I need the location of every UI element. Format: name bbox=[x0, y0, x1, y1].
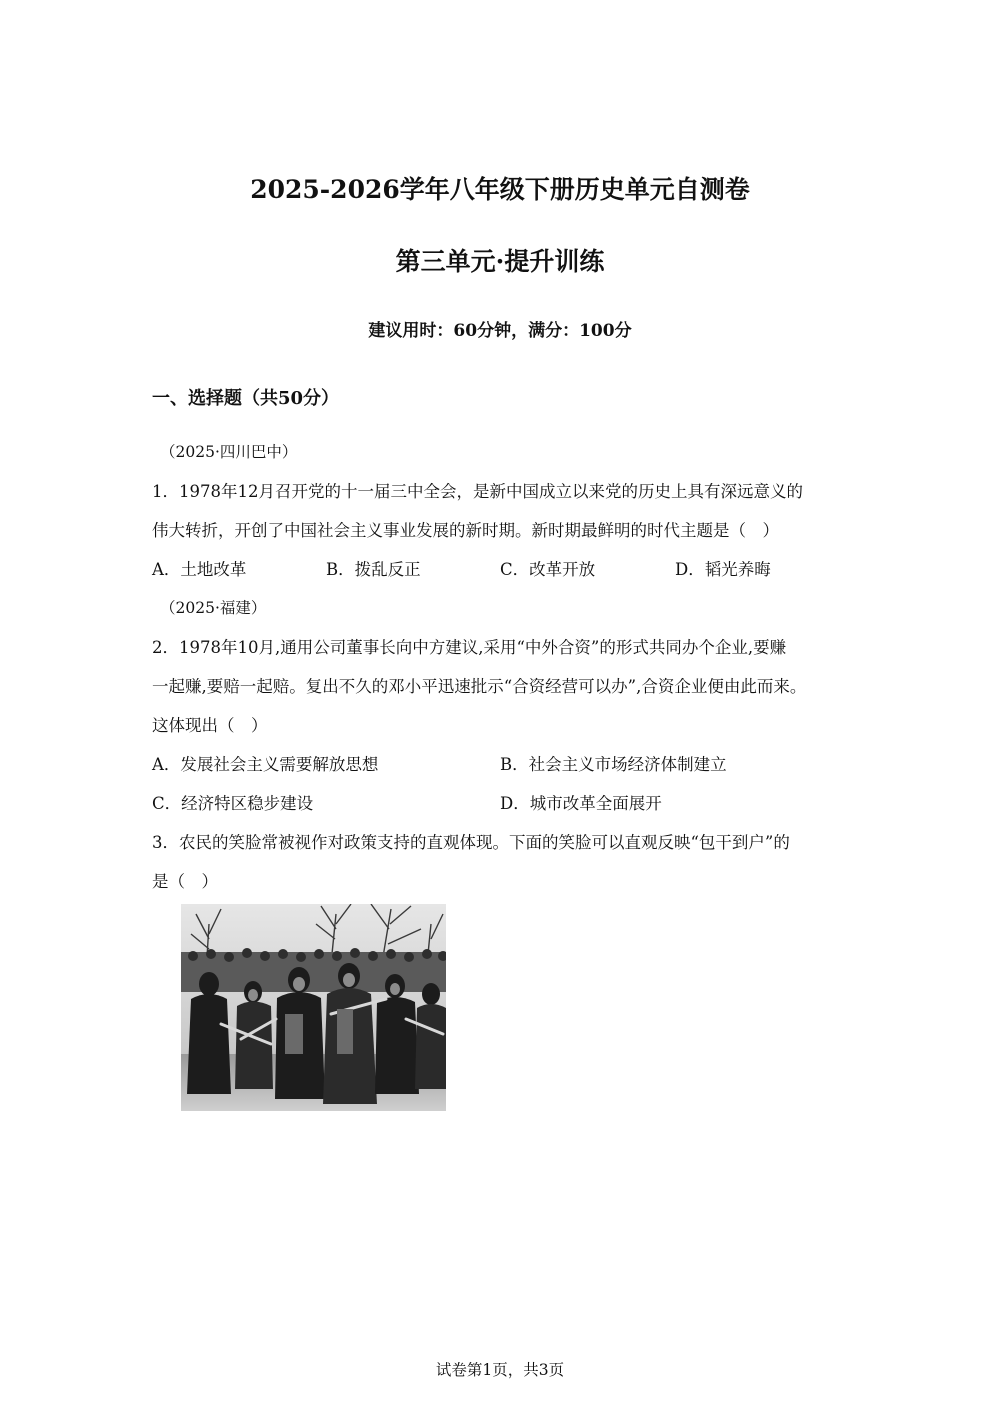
exam-subtitle: 第三单元·提升训练 bbox=[395, 247, 605, 276]
question-2-option-c: C．经济特区稳步建设 bbox=[152, 794, 314, 813]
question-1-line-2: 伟大转折，开创了中国社会主义事业发展的新时期。新时期最鲜明的时代主题是（ ） bbox=[152, 521, 779, 540]
exam-meta: 建议用时：60分钟，满分：100分 bbox=[368, 321, 632, 341]
exam-title: 2025-2026学年八年级下册历史单元自测卷 bbox=[250, 175, 750, 204]
question-3-photo bbox=[181, 904, 446, 1111]
crowd-photo-illustration bbox=[181, 904, 446, 1111]
question-2-option-a: A．发展社会主义需要解放思想 bbox=[152, 755, 379, 774]
question-1-source: （2025·四川巴中） bbox=[160, 443, 298, 461]
question-1-option-b: B．拨乱反正 bbox=[326, 560, 421, 579]
question-2-line-2: 一起赚,要赔一起赔。复出不久的邓小平迅速批示“合资经营可以办”,合资企业便由此而来。 bbox=[152, 677, 807, 696]
question-2-line-1: 2．1978年10月,通用公司董事长向中方建议,采用“中外合资”的形式共同办个企业,要赚 bbox=[152, 638, 787, 657]
question-1-option-c: C．改革开放 bbox=[500, 560, 596, 579]
page-footer: 试卷第1页，共3页 bbox=[435, 1361, 565, 1379]
question-2-line-3: 这体现出（ ） bbox=[152, 716, 268, 735]
question-1-option-d: D．韬光养晦 bbox=[675, 560, 771, 579]
question-2-source: （2025·福建） bbox=[160, 599, 267, 617]
question-1-line-1: 1．1978年12月召开党的十一届三中全会，是新中国成立以来党的历史上具有深远意义的 bbox=[152, 482, 803, 501]
question-1-option-a: A．土地改革 bbox=[152, 560, 247, 579]
question-3-line-2: 是（ ） bbox=[152, 872, 218, 891]
question-3-line-1: 3．农民的笑脸常被视作对政策支持的直观体现。下面的笑脸可以直观反映“包干到户”的 bbox=[152, 833, 790, 852]
question-2-option-b: B．社会主义市场经济体制建立 bbox=[500, 755, 727, 774]
section-heading: 一、选择题（共50分） bbox=[152, 388, 340, 409]
question-2-option-d: D．城市改革全面展开 bbox=[500, 794, 662, 813]
